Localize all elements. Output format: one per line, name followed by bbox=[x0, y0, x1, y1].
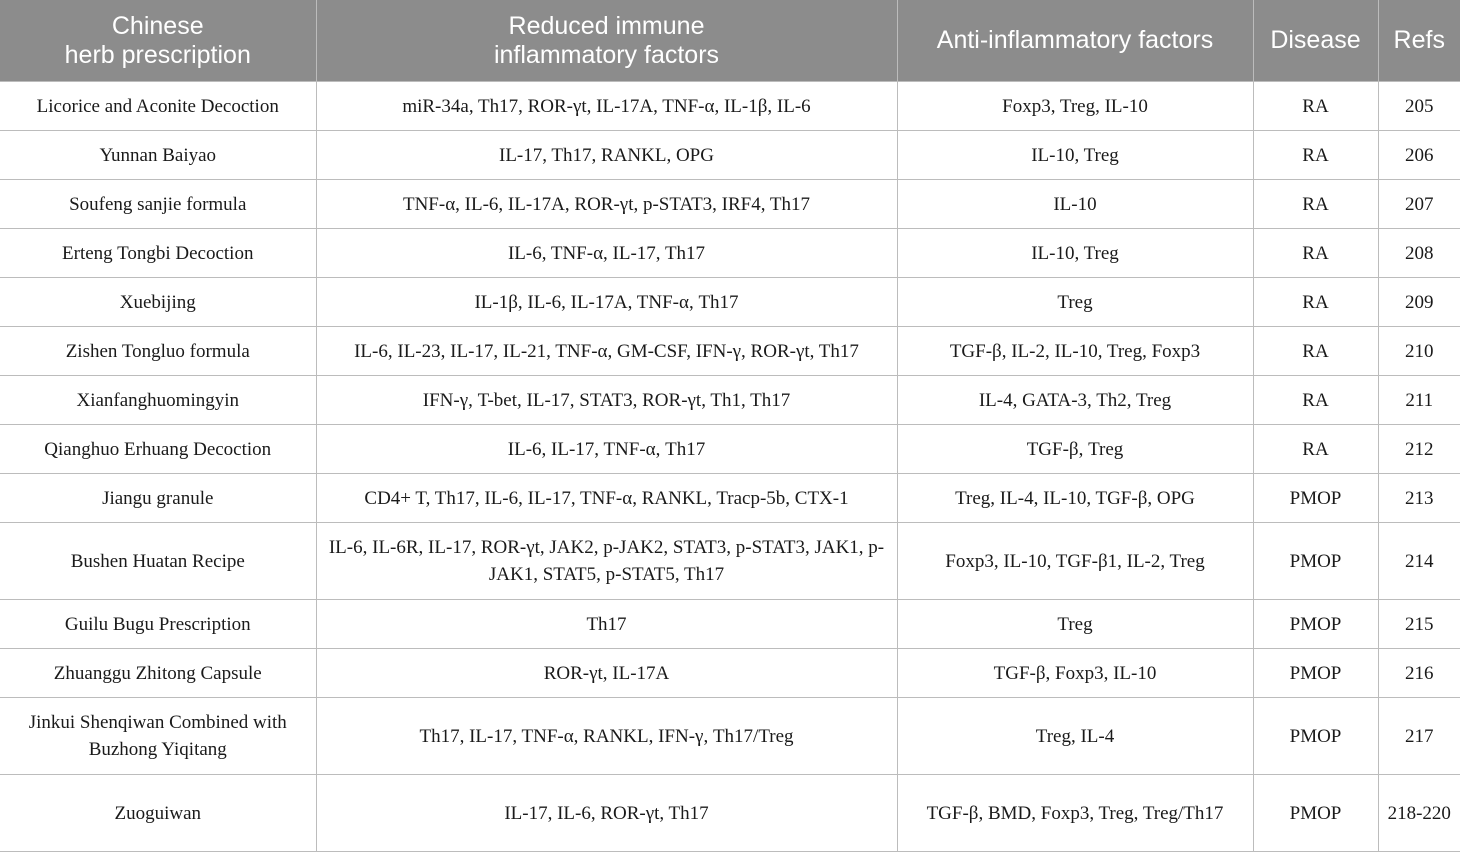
cell-disease: RA bbox=[1253, 376, 1378, 425]
table-row bbox=[0, 278, 1460, 327]
cell-anti: Foxp3, IL-10, TGF-β1, IL-2, Treg bbox=[897, 523, 1253, 600]
cell-refs: 212 bbox=[1378, 425, 1460, 474]
cell-anti: IL-10, Treg bbox=[897, 229, 1253, 278]
table-row bbox=[0, 698, 1460, 775]
header-prescription: Chinese herb prescription bbox=[0, 0, 316, 82]
table-row bbox=[0, 474, 1460, 523]
header-disease: Disease bbox=[1253, 0, 1378, 82]
cell-reduced: Th17 bbox=[316, 600, 897, 649]
cell-prescription: Jinkui Shenqiwan Combined with Buzhong Yiqitang bbox=[0, 698, 316, 775]
cell-anti: Treg bbox=[897, 278, 1253, 327]
cell-reduced: IL-6, IL-23, IL-17, IL-21, TNF-α, GM-CSF, IFN-γ, ROR-γt, Th17 bbox=[316, 327, 897, 376]
cell-refs: 216 bbox=[1378, 649, 1460, 698]
cell-anti: IL-4, GATA-3, Th2, Treg bbox=[897, 376, 1253, 425]
table-row bbox=[0, 649, 1460, 698]
cell-disease: RA bbox=[1253, 82, 1378, 131]
cell-prescription: Zuoguiwan bbox=[0, 775, 316, 852]
cell-disease: RA bbox=[1253, 327, 1378, 376]
cell-disease: PMOP bbox=[1253, 698, 1378, 775]
cell-prescription: Qianghuo Erhuang Decoction bbox=[0, 425, 316, 474]
cell-prescription: Xianfanghuomingyin bbox=[0, 376, 316, 425]
cell-prescription: Bushen Huatan Recipe bbox=[0, 523, 316, 600]
cell-refs: 210 bbox=[1378, 327, 1460, 376]
cell-reduced: IL-6, IL-17, TNF-α, Th17 bbox=[316, 425, 897, 474]
cell-refs: 214 bbox=[1378, 523, 1460, 600]
cell-disease: RA bbox=[1253, 131, 1378, 180]
cell-refs: 218-220 bbox=[1378, 775, 1460, 852]
cell-anti: TGF-β, IL-2, IL-10, Treg, Foxp3 bbox=[897, 327, 1253, 376]
table-row bbox=[0, 523, 1460, 600]
cell-disease: PMOP bbox=[1253, 523, 1378, 600]
cell-reduced: IL-6, IL-6R, IL-17, ROR-γt, JAK2, p-JAK2, STAT3, p-STAT3, JAK1, p-JAK1, STAT5, p-STAT5, Th17 bbox=[316, 523, 897, 600]
cell-reduced: ROR-γt, IL-17A bbox=[316, 649, 897, 698]
cell-prescription: Jiangu granule bbox=[0, 474, 316, 523]
table-header-row bbox=[0, 0, 1460, 82]
table-row bbox=[0, 327, 1460, 376]
cell-reduced: TNF-α, IL-6, IL-17A, ROR-γt, p-STAT3, IRF4, Th17 bbox=[316, 180, 897, 229]
cell-refs: 207 bbox=[1378, 180, 1460, 229]
cell-disease: PMOP bbox=[1253, 474, 1378, 523]
cell-prescription: Licorice and Aconite Decoction bbox=[0, 82, 316, 131]
table-row bbox=[0, 600, 1460, 649]
cell-refs: 205 bbox=[1378, 82, 1460, 131]
cell-refs: 208 bbox=[1378, 229, 1460, 278]
cell-anti: TGF-β, Treg bbox=[897, 425, 1253, 474]
cell-prescription: Erteng Tongbi Decoction bbox=[0, 229, 316, 278]
cell-reduced: IL-17, IL-6, ROR-γt, Th17 bbox=[316, 775, 897, 852]
cell-disease: PMOP bbox=[1253, 775, 1378, 852]
cell-disease: RA bbox=[1253, 180, 1378, 229]
cell-disease: RA bbox=[1253, 278, 1378, 327]
cell-reduced: Th17, IL-17, TNF-α, RANKL, IFN-γ, Th17/Treg bbox=[316, 698, 897, 775]
cell-reduced: CD4+ T, Th17, IL-6, IL-17, TNF-α, RANKL, Tracp-5b, CTX-1 bbox=[316, 474, 897, 523]
cell-prescription: Xuebijing bbox=[0, 278, 316, 327]
table-row bbox=[0, 131, 1460, 180]
cell-prescription: Yunnan Baiyao bbox=[0, 131, 316, 180]
cell-reduced: IFN-γ, T-bet, IL-17, STAT3, ROR-γt, Th1, Th17 bbox=[316, 376, 897, 425]
cell-refs: 217 bbox=[1378, 698, 1460, 775]
cell-anti: Treg bbox=[897, 600, 1253, 649]
cell-anti: IL-10 bbox=[897, 180, 1253, 229]
cell-prescription: Guilu Bugu Prescription bbox=[0, 600, 316, 649]
cell-anti: Foxp3, Treg, IL-10 bbox=[897, 82, 1253, 131]
table-row bbox=[0, 180, 1460, 229]
cell-reduced: miR-34a, Th17, ROR-γt, IL-17A, TNF-α, IL-1β, IL-6 bbox=[316, 82, 897, 131]
cell-refs: 209 bbox=[1378, 278, 1460, 327]
cell-refs: 213 bbox=[1378, 474, 1460, 523]
cell-prescription: Zhuanggu Zhitong Capsule bbox=[0, 649, 316, 698]
cell-disease: PMOP bbox=[1253, 649, 1378, 698]
cell-anti: IL-10, Treg bbox=[897, 131, 1253, 180]
cell-refs: 211 bbox=[1378, 376, 1460, 425]
cell-reduced: IL-6, TNF-α, IL-17, Th17 bbox=[316, 229, 897, 278]
table-row bbox=[0, 229, 1460, 278]
header-refs: Refs bbox=[1378, 0, 1460, 82]
cell-anti: TGF-β, BMD, Foxp3, Treg, Treg/Th17 bbox=[897, 775, 1253, 852]
cell-disease: RA bbox=[1253, 229, 1378, 278]
table-row bbox=[0, 775, 1460, 852]
cell-disease: RA bbox=[1253, 425, 1378, 474]
cell-refs: 215 bbox=[1378, 600, 1460, 649]
cell-refs: 206 bbox=[1378, 131, 1460, 180]
cell-prescription: Soufeng sanjie formula bbox=[0, 180, 316, 229]
cell-disease: PMOP bbox=[1253, 600, 1378, 649]
cell-prescription: Zishen Tongluo formula bbox=[0, 327, 316, 376]
header-reduced-factors: Reduced immune inflammatory factors bbox=[316, 0, 897, 82]
cell-anti: TGF-β, Foxp3, IL-10 bbox=[897, 649, 1253, 698]
cell-anti: Treg, IL-4, IL-10, TGF-β, OPG bbox=[897, 474, 1253, 523]
cell-anti: Treg, IL-4 bbox=[897, 698, 1253, 775]
header-anti-inflammatory: Anti-inflammatory factors bbox=[897, 0, 1253, 82]
cell-reduced: IL-1β, IL-6, IL-17A, TNF-α, Th17 bbox=[316, 278, 897, 327]
table-row bbox=[0, 376, 1460, 425]
table-row bbox=[0, 82, 1460, 131]
cell-reduced: IL-17, Th17, RANKL, OPG bbox=[316, 131, 897, 180]
table-row bbox=[0, 425, 1460, 474]
